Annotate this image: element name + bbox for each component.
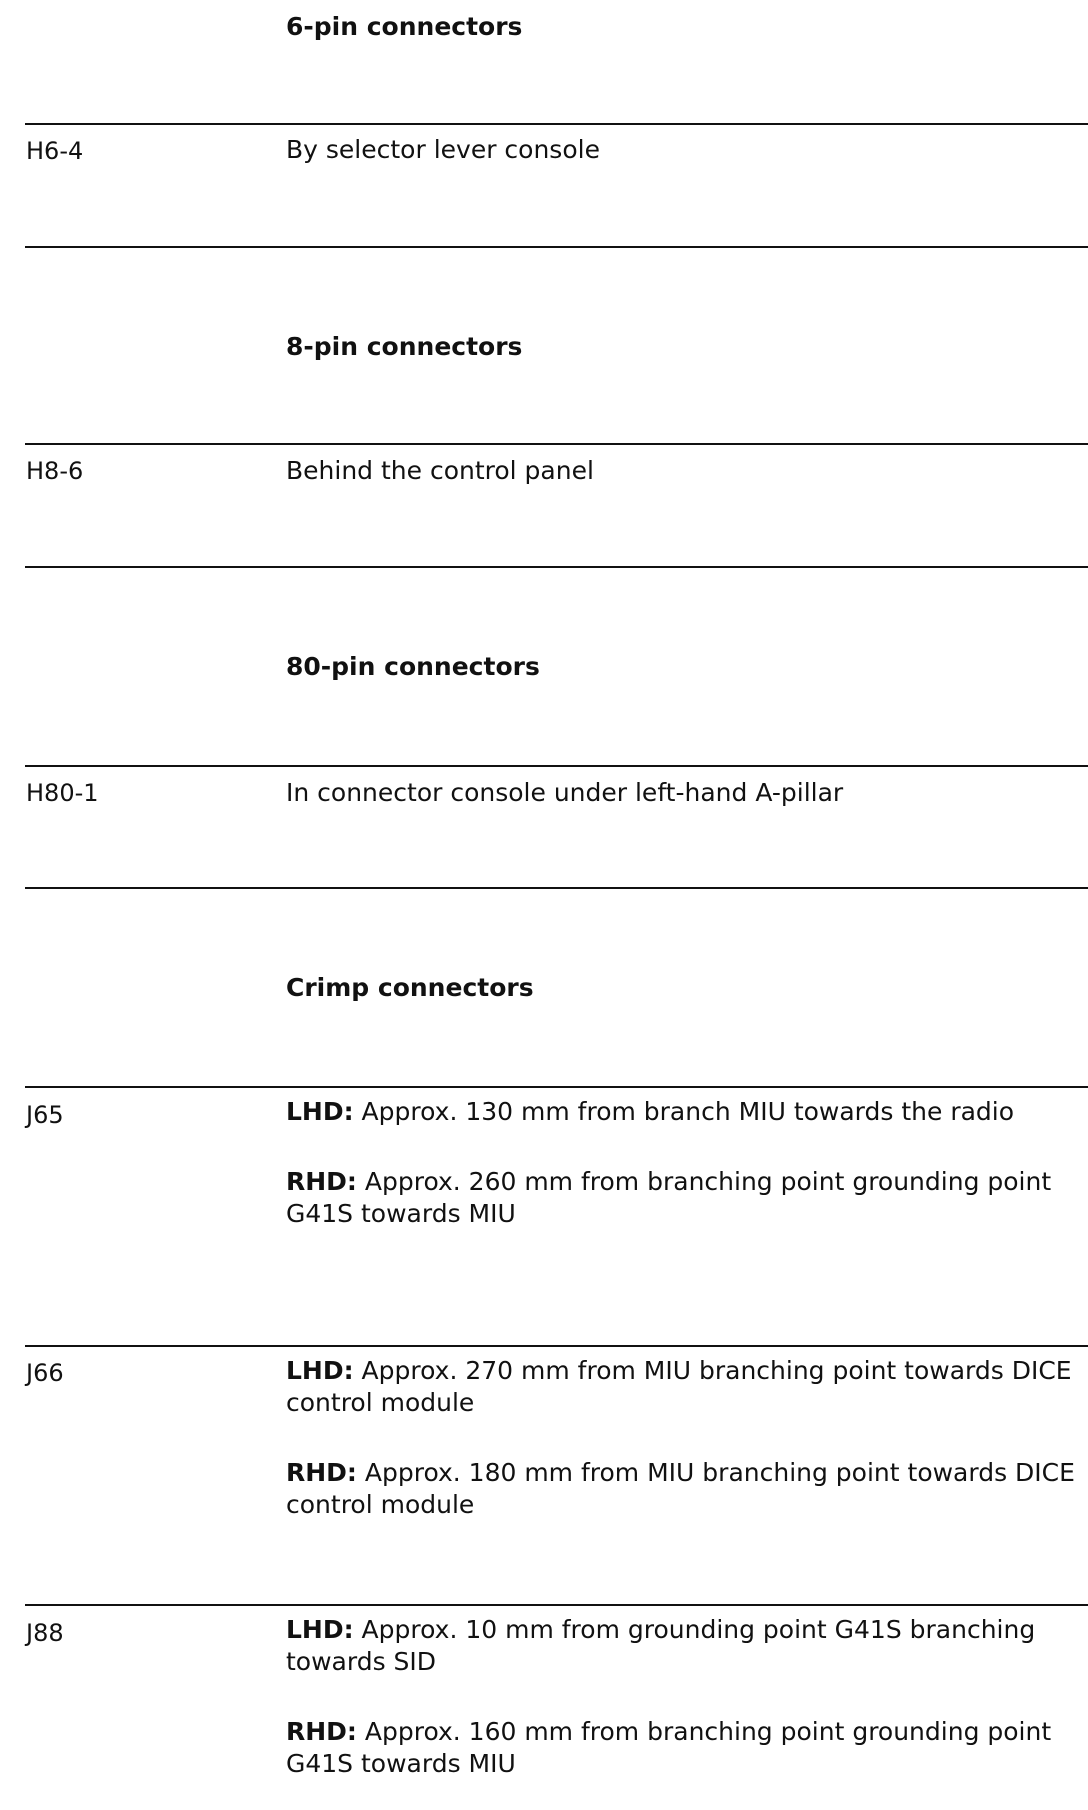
table-divider (25, 443, 1088, 445)
lhd-label: LHD: (286, 1356, 354, 1385)
lhd-text: Approx. 10 mm from grounding point G41S branching towards SID (286, 1615, 1036, 1676)
table-divider (25, 887, 1088, 889)
rhd-location (286, 1166, 1076, 1230)
section-heading-8-pin: 8-pin connectors (286, 332, 523, 361)
rhd-label: RHD: (286, 1458, 357, 1487)
rhd-text: Approx. 260 mm from branching point grounding point G41S towards MIU (286, 1167, 1052, 1228)
lhd-text: Approx. 130 mm from branch MIU towards the radio (353, 1097, 1015, 1126)
table-divider (25, 246, 1088, 248)
table-divider (25, 123, 1088, 125)
connector-location-j66 (286, 1355, 1076, 1521)
connector-code-h6-4: H6-4 (26, 137, 84, 165)
table-divider (25, 1345, 1088, 1347)
lhd-label: LHD: (286, 1097, 354, 1126)
connector-code-h80-1: H80-1 (26, 779, 99, 807)
section-heading-crimp: Crimp connectors (286, 973, 534, 1002)
table-divider (25, 1086, 1088, 1088)
connector-location-h6-4: By selector lever console (286, 135, 600, 164)
lhd-location (286, 1614, 1076, 1678)
rhd-text: Approx. 180 mm from MIU branching point towards DICE control module (286, 1458, 1075, 1519)
section-heading-80-pin: 80-pin connectors (286, 652, 540, 681)
connector-location-j88 (286, 1614, 1076, 1780)
connector-location-j65 (286, 1096, 1076, 1230)
connector-code-j88: J88 (26, 1619, 64, 1647)
rhd-text: Approx. 160 mm from branching point grounding point G41S towards MIU (286, 1717, 1052, 1778)
lhd-label: LHD: (286, 1615, 354, 1644)
lhd-text: Approx. 270 mm from MIU branching point towards DICE control module (286, 1356, 1072, 1417)
connector-code-j65: J65 (26, 1101, 64, 1129)
table-divider (25, 1604, 1088, 1606)
connector-location-h8-6: Behind the control panel (286, 456, 594, 485)
connector-code-j66: J66 (26, 1359, 64, 1387)
rhd-location (286, 1716, 1076, 1780)
section-heading-6-pin: 6-pin connectors (286, 12, 523, 41)
lhd-location (286, 1096, 1076, 1128)
lhd-location (286, 1355, 1076, 1419)
connector-code-h8-6: H8-6 (26, 457, 84, 485)
table-divider (25, 765, 1088, 767)
table-divider (25, 566, 1088, 568)
rhd-label: RHD: (286, 1167, 357, 1196)
rhd-label: RHD: (286, 1717, 357, 1746)
rhd-location (286, 1457, 1076, 1521)
connector-location-h80-1: In connector console under left-hand A-pillar (286, 778, 844, 807)
